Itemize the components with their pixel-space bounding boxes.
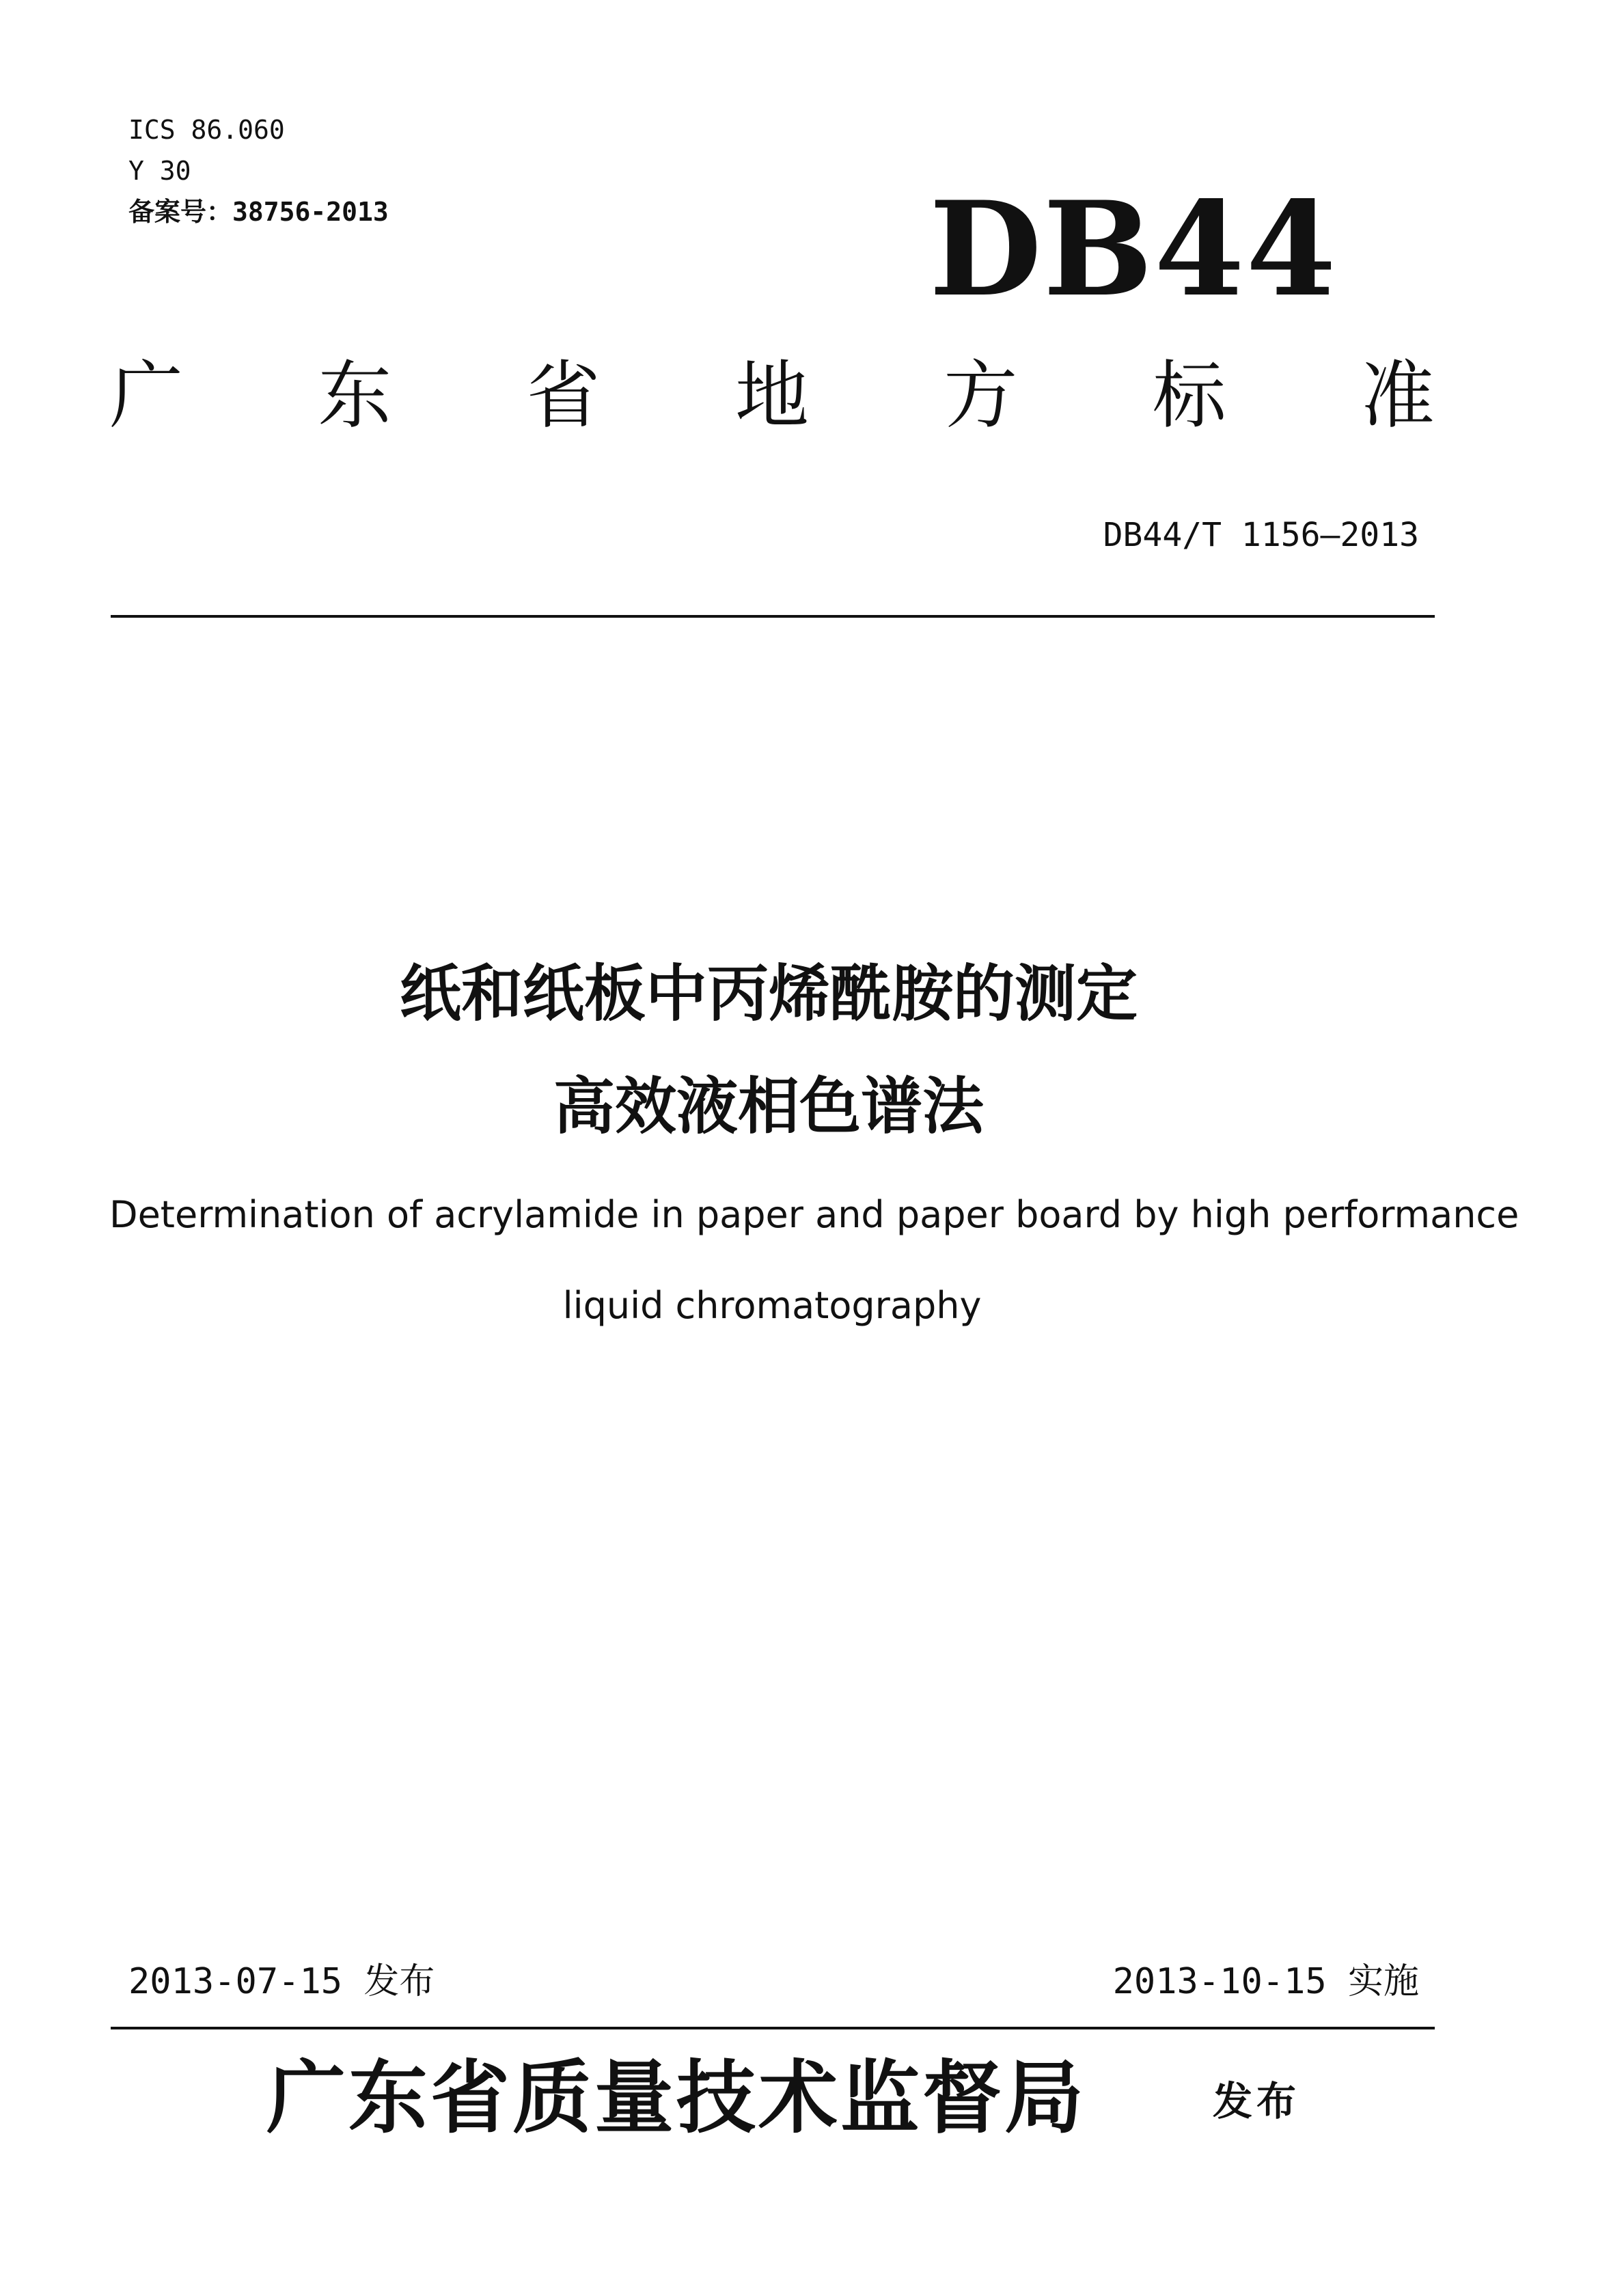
- classification-code: Y 30: [128, 156, 191, 186]
- title-chinese-line-1: 纸和纸板中丙烯酰胺的测定: [400, 958, 1138, 1030]
- db44-logo: DB44: [929, 173, 1338, 325]
- top-divider: [111, 615, 1435, 618]
- effective-date: 2013-10-15 实施: [1112, 1961, 1419, 2002]
- standard-code: DB44/T 1156—2013: [1103, 516, 1419, 554]
- filing-number: 备案号：38756-2013: [128, 197, 389, 227]
- title-english-line-2: liquid chromatography: [562, 1284, 982, 1327]
- standard-type-char: 方: [944, 353, 1018, 439]
- ics-code: ICS 86.060: [128, 115, 285, 145]
- standard-type-char: 准: [1360, 353, 1435, 439]
- standard-type-char: 广: [109, 353, 184, 439]
- standard-type-char: 标: [1152, 353, 1226, 439]
- standard-type-heading: [109, 355, 1435, 437]
- standard-type-char: 地: [734, 353, 809, 439]
- title-english-line-1: Determination of acrylamide in paper and paper board by high performance: [109, 1193, 1519, 1236]
- standard-type-char: 东: [318, 353, 392, 439]
- issue-date: 2013-07-15 发布: [128, 1961, 435, 2002]
- title-chinese-line-2: 高效液相色谱法: [553, 1071, 984, 1143]
- standard-type-char: 省: [526, 353, 601, 439]
- publish-label: 发布: [1213, 2078, 1301, 2124]
- bottom-divider: [111, 2027, 1435, 2029]
- publisher-name: 广东省质量技术监督局: [266, 2051, 1086, 2144]
